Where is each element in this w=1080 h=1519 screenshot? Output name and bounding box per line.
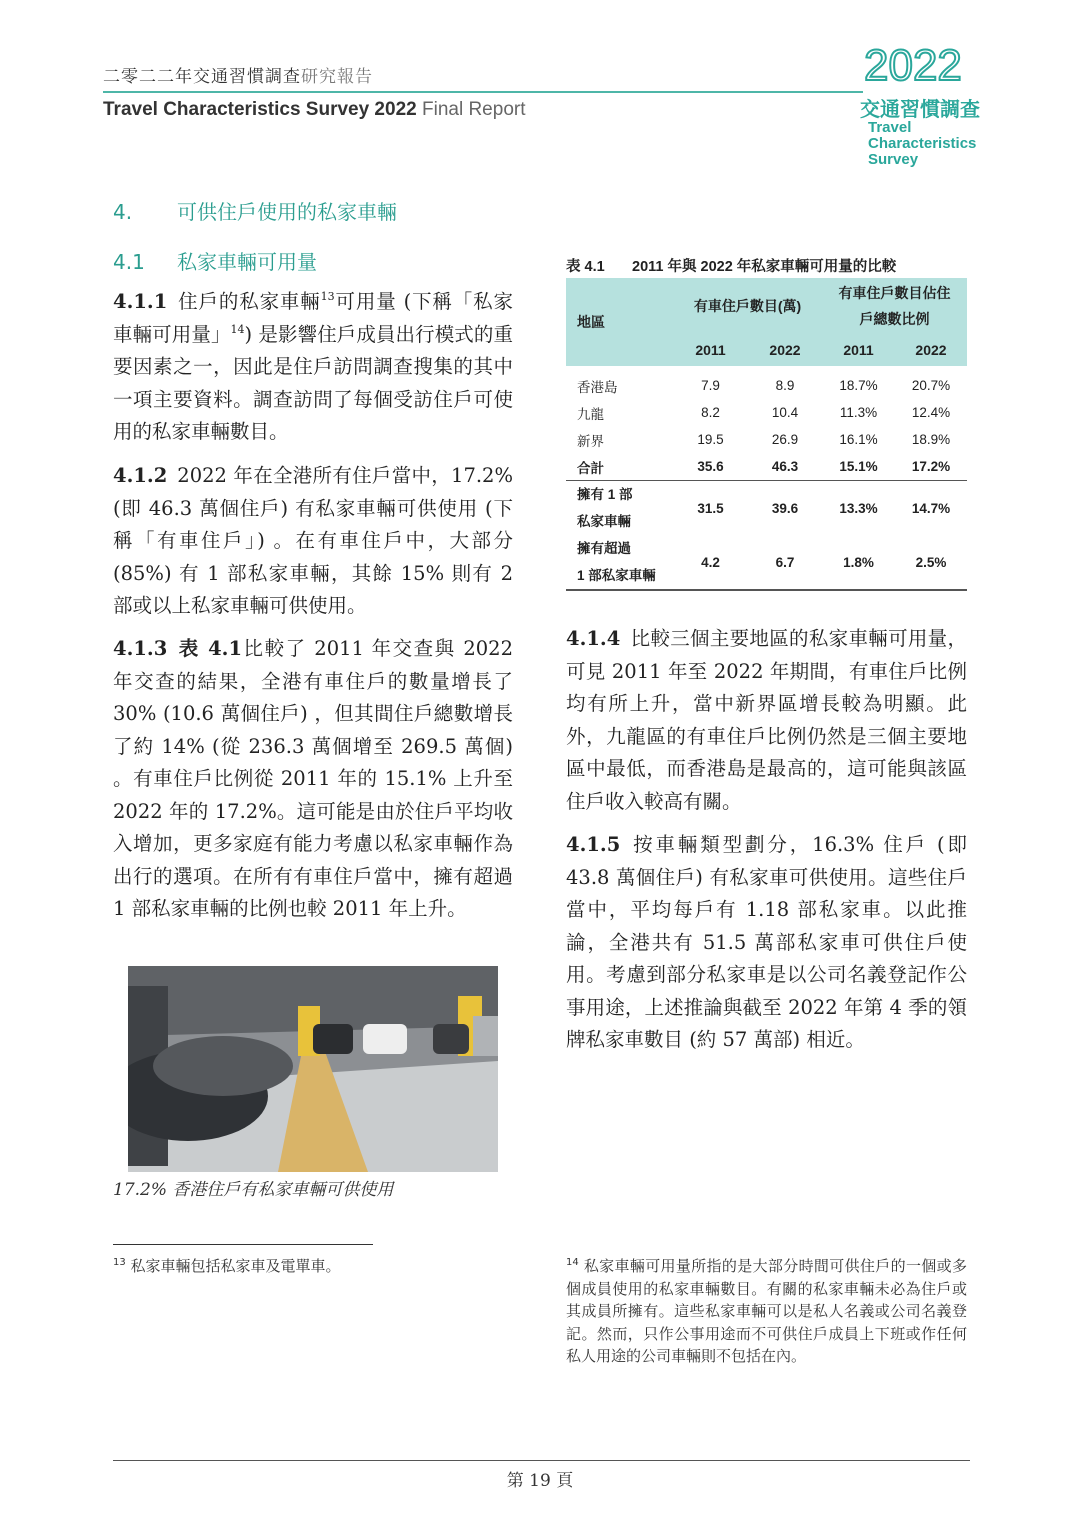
report-title-en (103, 99, 526, 121)
paragraph-text: 比較三個主要地區的私家車輛可用量， 可見 2011 年至 2022 年期間，有車住戶比例均有所上升，當中新界區增長較為明顯。此外，九龍區的有車住戶比例仍然是三個主要地區中最低，而香港島是最高的，這可能與該區住戶收入較高有關。 (566, 627, 967, 813)
table-row (566, 366, 967, 399)
report-title-en-sub: Final Report (422, 99, 526, 120)
paragraph-4-1-4 (566, 623, 967, 818)
value-cell: 20.7% (911, 378, 951, 393)
value-cell: 13.3% (839, 500, 878, 516)
subsection-title: 私家車輛可用量 (177, 250, 317, 274)
footnote-14 (566, 1255, 967, 1368)
value-cell: 8.9 (775, 378, 795, 393)
table-caption (566, 255, 896, 276)
footer-rule (113, 1460, 970, 1461)
table-label: 表 4.1 (566, 259, 605, 275)
value-cell: 1.8% (822, 535, 895, 590)
header-year: 2022 (895, 334, 967, 366)
region-label-line: 擁有 1 部 (577, 487, 633, 502)
paragraph-4-1-1 (113, 286, 513, 449)
table-row-one-vehicle (566, 481, 967, 536)
value-cell: 17.2% (895, 453, 967, 481)
report-title-zh-main: 二零二二年交通習慣調查 (103, 67, 301, 87)
value-cell: 46.3 (748, 453, 822, 481)
logo-year: 2022 (864, 41, 962, 90)
value-cell: 11.3% (839, 405, 878, 420)
paragraph-text: 比較了 2011 年交查與 2022 年交查的結果，全港有車住戶的數量增長了 30% (10.6 萬個住戶) ，但其間住戶總數增長了約 14% (從 236.3 萬個增至 269.5 萬個) 。有車住戶比例從 2011 年的 15.1% 上升至 2022 年的 17.2%。這可能是由於住戶平均收入增加，更多家庭有能力考慮以私家車輛作為出行的選項。在所有有車住戶當中，擁有超過 1 部私家車輛的比例也較 2011 年上升。 (113, 637, 513, 920)
subsection-heading (113, 246, 317, 275)
table-title: 2011 年與 2022 年私家車輛可用量的比較 (632, 259, 897, 275)
footnote-number: 14 (566, 1257, 579, 1268)
footnote-ref-13: 13 (320, 290, 335, 303)
paragraph-text: 可用量 (下稱「私家車輛可用量」 (113, 290, 513, 346)
photo-caption: 17.2% 香港住戶有私家車輛可供使用 (113, 1180, 394, 1200)
region-cell: 香港島 (577, 379, 618, 395)
value-cell: 31.5 (697, 500, 724, 516)
footnote-number: 13 (113, 1257, 126, 1268)
region-label-line: 私家車輛 (577, 514, 631, 529)
value-cell: 18.7% (839, 378, 878, 393)
region-cell (566, 535, 673, 590)
header-household-share: 有車住戶數目佔住戶總數比例 (822, 278, 967, 334)
table-row-multi-vehicle (566, 535, 967, 590)
region-cell: 九龍 (577, 406, 604, 422)
table-row-total (566, 453, 967, 481)
value-cell: 2.5% (895, 535, 967, 590)
logo-graphic (858, 40, 988, 122)
paragraph-number: 4.1.5 (566, 833, 621, 856)
region-cell: 合計 (566, 453, 673, 481)
header-rule (103, 91, 863, 93)
table-row (566, 399, 967, 426)
value-cell: 10.4 (771, 405, 799, 420)
footnote-text: 私家車輛包括私家車及電單車。 (130, 1257, 341, 1275)
region-label-line: 1 部私家車輛 (577, 568, 656, 583)
paragraph-number: 4.1.2 (113, 464, 168, 487)
header-year: 2011 (822, 334, 895, 366)
footnote-text: 私家車輛可用量所指的是大部分時間可供住戶的一個或多個成員使用的私家車輛數目。有關的私家車輛未必為住戶或其成員所擁有。這些私家車輛可以是私人名義或公司名義登記。然而，只作公事用途而不可供住戶成員上下班或作任何私人用途的公司車輛則不包括在內。 (566, 1257, 967, 1365)
header-year: 2011 (673, 334, 748, 366)
value-cell: 14.7% (911, 500, 951, 516)
value-cell: 15.1% (822, 453, 895, 481)
value-cell: 18.9% (911, 432, 951, 447)
report-title-zh (103, 62, 373, 87)
header-region: 地區 (566, 278, 673, 366)
value-cell: 16.1% (839, 432, 878, 447)
logo-en-line-1: Travel (868, 119, 912, 136)
report-title-en-main: Travel Characteristics Survey 2022 (103, 99, 417, 120)
header-household-count: 有車住戶數目(萬) (673, 278, 822, 334)
footnote-ref-14: 14 (230, 322, 245, 336)
value-cell: 7.9 (701, 378, 720, 393)
value-cell: 39.6 (771, 500, 799, 516)
value-cell: 8.2 (701, 405, 720, 420)
value-cell: 35.6 (673, 453, 748, 481)
region-cell (566, 481, 673, 536)
page-number: 第 19 頁 (506, 1471, 574, 1491)
value-cell: 19.5 (697, 432, 724, 447)
footnote-rule (113, 1244, 373, 1245)
paragraph-4-1-3 (113, 633, 513, 926)
paragraph-text: ) 是影響住戶成員出行模式的重要因素之一，因此是住戶訪問調查搜集的其中一項主要資料。調查訪問了每個受訪住戶可使用的私家車輛數目。 (113, 322, 513, 443)
paragraph-number: 4.1.1 (113, 290, 168, 313)
section-title: 可供住戶使用的私家車輛 (177, 200, 397, 224)
paragraph-number: 4.1.3 (113, 637, 168, 660)
subsection-number: 4.1 (113, 250, 145, 274)
region-label-line: 擁有超過 (577, 541, 631, 556)
paragraph-4-1-5 (566, 829, 967, 1057)
value-cell: 4.2 (673, 535, 748, 590)
header-year: 2022 (748, 334, 822, 366)
value-cell: 26.9 (771, 432, 799, 447)
value-cell: 6.7 (748, 535, 822, 590)
paragraph-number: 4.1.4 (566, 627, 621, 650)
paragraph-text: 住戶的私家車輛 (177, 290, 321, 313)
car-park-photo (128, 966, 498, 1172)
paragraph-text: 2022 年在全港所有住戶當中，17.2% (即 46.3 萬個住戶) 有私家車輛可供使用 (下稱「有車住戶」) 。在有車住戶中，大部分 (85%) 有 1 部私家車輛，其餘 15% 則有 2 部或以上私家車輛可供使用。 (113, 464, 513, 617)
value-cell: 12.4% (911, 405, 951, 420)
table-reference: 表 4.1 (177, 637, 243, 660)
private-vehicle-table (566, 278, 967, 591)
logo-en-line-2: Characteristics (868, 135, 977, 152)
section-heading (113, 196, 397, 225)
paragraph-4-1-2 (113, 460, 513, 623)
section-number: 4. (113, 200, 133, 224)
paragraph-text: 按車輛類型劃分，16.3% 住戶 (即 43.8 萬個住戶) 有私家車可供使用。這些住戶當中，平均每戶有 1.18 部私家車。以此推論，全港共有 51.5 萬部私家車可供住戶使用。考慮到部分私家車是以公司名義登記作公事用途，上述推論與截至 2022 年第 4 季的領牌私家車數目 (約 57 萬部) 相近。 (566, 833, 967, 1051)
table-row (566, 426, 967, 453)
report-title-zh-sub: 研究報告 (301, 67, 373, 87)
logo-zh: 交通習慣調查 (860, 97, 980, 121)
survey-logo (858, 40, 988, 170)
footnote-13 (113, 1255, 513, 1278)
region-cell: 新界 (577, 433, 604, 449)
logo-en-line-3: Survey (868, 151, 919, 168)
